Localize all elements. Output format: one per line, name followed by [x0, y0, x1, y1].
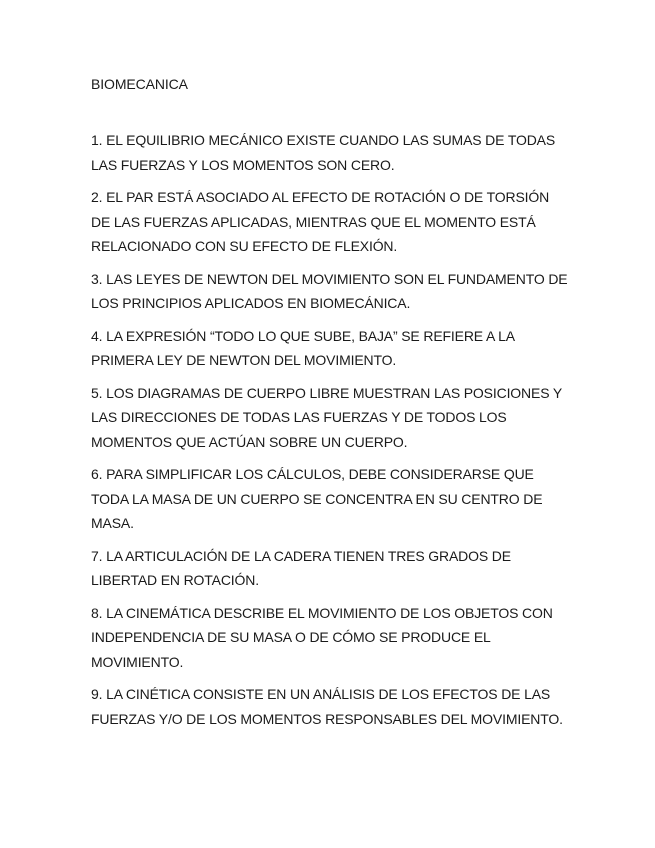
statement-6: 6. PARA SIMPLIFICAR LOS CÁLCULOS, DEBE CONSIDERARSE QUE TODA LA MASA DE UN CUERPO SE CONCENTRA EN SU CENTRO DE MASA.	[91, 466, 543, 531]
statement-8: 8. LA CINEMÁTICA DESCRIBE EL MOVIMIENTO DE LOS OBJETOS CON INDEPENDENCIA DE SU MASA O DE CÓMO SE PRODUCE EL MOVIMIENTO.	[91, 604, 553, 670]
document-title: BIOMECANICA	[91, 76, 188, 92]
statement-5: 5. LOS DIAGRAMAS DE CUERPO LIBRE MUESTRAN LAS POSICIONES Y LAS DIRECCIONES DE TODAS LAS FUERZAS Y DE TODOS LOS MOMENTOS QUE ACTÚAN SOBRE UN CUERPO.	[91, 384, 562, 450]
statement-7: 7. LA ARTICULACIÓN DE LA CADERA TIENEN TRES GRADOS DE LIBERTAD EN ROTACIÓN.	[91, 547, 511, 588]
statement-4: 4. LA EXPRESIÓN “TODO LO QUE SUBE, BAJA” SE REFIERE A LA PRIMERA LEY DE NEWTON DEL MOVIMIENTO.	[91, 327, 515, 368]
statement-2: 2. EL PAR ESTÁ ASOCIADO AL EFECTO DE ROTACIÓN O DE TORSIÓN DE LAS FUERZAS APLICADAS, MIENTRAS QUE EL MOMENTO ESTÁ RELACIONADO CON SU EFECTO DE FLEXIÓN.	[91, 189, 550, 254]
document-content	[91, 74, 571, 739]
statement-9: 9. LA CINÉTICA CONSISTE EN UN ANÁLISIS DE LOS EFECTOS DE LAS FUERZAS Y/O DE LOS MOMENTOS RESPONSABLES DEL MOVIMIENTO.	[91, 686, 563, 727]
statement-3: 3. LAS LEYES DE NEWTON DEL MOVIMIENTO SON EL FUNDAMENTO DE LOS PRINCIPIOS APLICADOS EN BIOMECÁNICA.	[91, 270, 568, 311]
statement-1: 1. EL EQUILIBRIO MECÁNICO EXISTE CUANDO LAS SUMAS DE TODAS LAS FUERZAS Y LOS MOMENTOS SON CERO.	[91, 132, 556, 173]
